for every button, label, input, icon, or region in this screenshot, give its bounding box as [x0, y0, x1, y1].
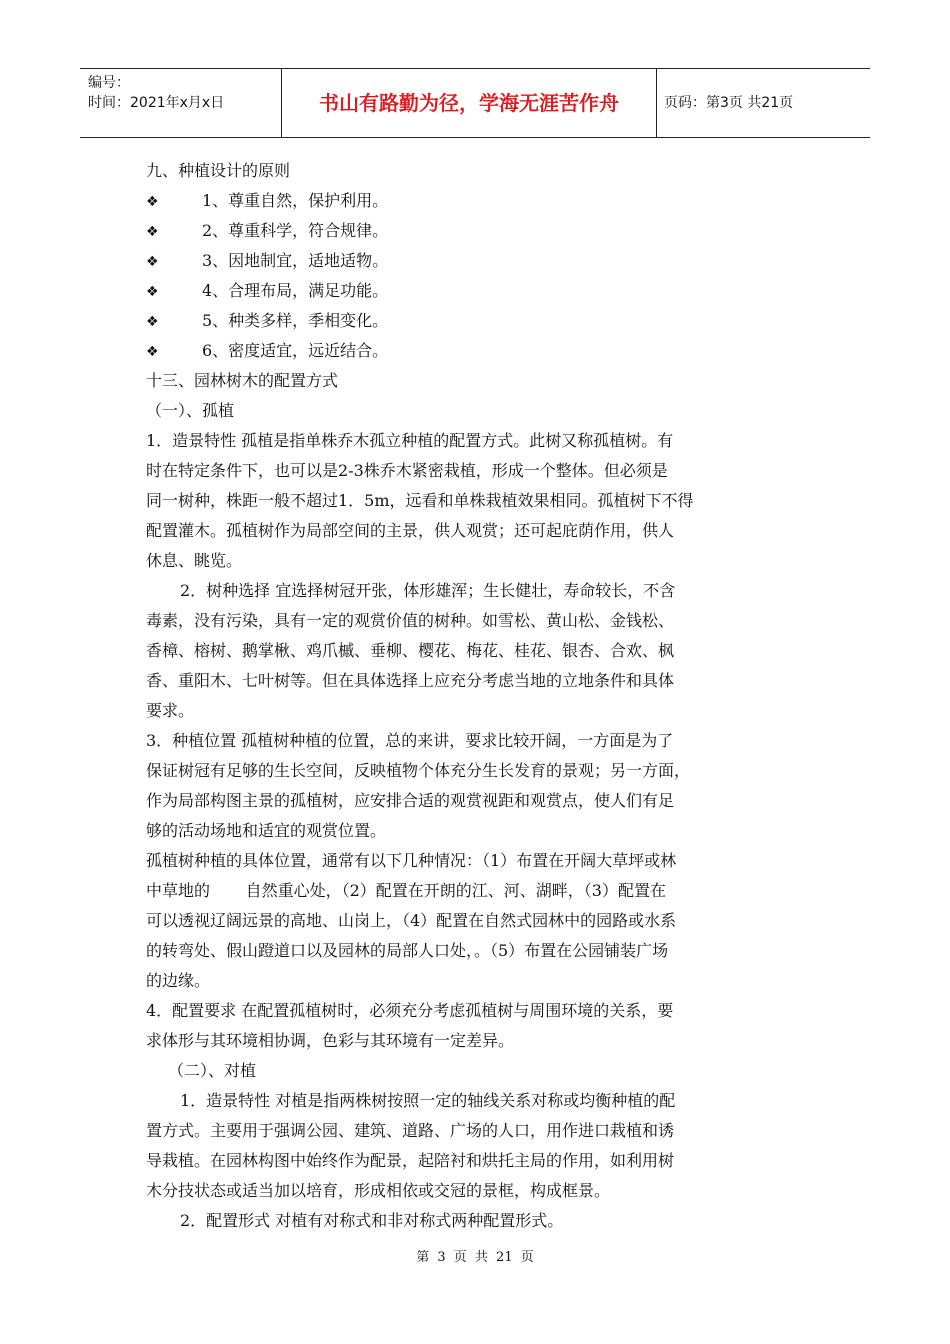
- text-line: 的边缘。: [146, 971, 211, 990]
- principle-item: ❖ 2、尊重科学，符合规律。: [146, 216, 806, 246]
- paragraph-landscape-feature: [146, 426, 806, 576]
- paragraph-paired-form: [146, 1206, 806, 1236]
- text-line: 可以透视辽阔远景的高地、山岗上，（4）配置在自然式园林中的园路或水系: [146, 911, 677, 930]
- principle-item: ❖ 1、尊重自然，保护利用。: [146, 186, 806, 216]
- diamond-bullet-icon: ❖: [146, 254, 159, 270]
- text-line: 求体形与其环境相协调，色彩与其环境有一定差异。: [146, 1031, 515, 1050]
- text-line: 1．造景特性 对植是指两株树按照一定的轴线关系对称或均衡种植的配: [180, 1091, 676, 1110]
- text-line: 够的活动场地和适宜的观赏位置。: [146, 821, 387, 840]
- diamond-bullet-icon: ❖: [146, 284, 159, 300]
- text-line: 的转弯处、假山蹬道口以及园林的局部人口处，。（5）布置在公园铺装广场: [146, 941, 669, 960]
- principle-item: ❖ 4、合理布局，满足功能。: [146, 276, 806, 306]
- text-line: 导栽植。在园林构图中始终作为配景，起陪衬和烘托主局的作用，如利用树: [146, 1151, 675, 1170]
- principle-item: ❖ 3、因地制宜，适地适物。: [146, 246, 806, 276]
- header-motto: 书山有路勤为径，学海无涯苦作舟: [281, 69, 657, 137]
- text-line: 置方式。主要用于强调公园、建筑、道路、广场的人口，用作进口栽植和诱: [146, 1121, 675, 1140]
- text-line: 2．树种选择 宜选择树冠开张，体形雄浑；生长健壮，寿命较长，不含: [180, 581, 676, 600]
- text-line: 作为局部构图主景的孤植树，应安排合适的观赏视距和观赏点，使人们有足: [146, 791, 675, 810]
- diamond-bullet-icon: ❖: [146, 314, 159, 330]
- doc-date-label: 时间：2021年x月x日: [88, 95, 225, 111]
- text-line: 配置灌木。孤植树作为局部空间的主景，供人观赏；还可起庇荫作用，供人: [146, 521, 675, 540]
- text-line: 2．配置形式 对植有对称式和非对称式两种配置形式。: [180, 1211, 564, 1230]
- paragraph-configuration-requirements: [146, 996, 806, 1056]
- header-meta: [80, 69, 281, 137]
- subsection-title-paired: （二）、对植: [168, 1061, 257, 1080]
- section-13-title: 十三、园林树木的配置方式: [146, 371, 339, 390]
- diamond-bullet-icon: ❖: [146, 344, 159, 360]
- text-line: 1．造景特性 孤植是指单株乔木孤立种植的配置方式。此树又称孤植树。有: [146, 431, 674, 450]
- page-header: [80, 68, 870, 138]
- text-line: 毒素，没有污染，具有一定的观赏价值的树种。如雪松、黄山松、金钱松、: [146, 611, 675, 630]
- paragraph-specific-positions: [146, 846, 806, 996]
- diamond-bullet-icon: ❖: [146, 194, 159, 210]
- text-line: 要求。: [146, 701, 195, 720]
- principle-item: ❖ 6、密度适宜，远近结合。: [146, 336, 806, 366]
- text-line: 中草地的 自然重心处，（2）配置在开朗的江、河、湖畔，（3）配置在: [146, 881, 666, 900]
- text-line: 保证树冠有足够的生长空间，反映植物个体充分生长发育的景观；另一方面，: [146, 761, 691, 780]
- text-line: 香樟、榕树、鹅掌楸、鸡爪槭、垂柳、樱花、梅花、桂花、银杏、合欢、枫: [146, 641, 675, 660]
- subsection-title-solitary: （一）、孤植: [146, 401, 235, 420]
- paragraph-paired-feature: [146, 1086, 806, 1206]
- header-page-info: 页码：第3页 共21页: [664, 95, 794, 111]
- document-body: [146, 156, 806, 1236]
- text-line: 3．种植位置 孤植树种植的位置，总的来讲，要求比较开阔，一方面是为了: [146, 731, 674, 750]
- section-9-title: 九、种植设计的原则: [146, 161, 291, 180]
- text-line: 休息、眺览。: [146, 551, 243, 570]
- text-line: 香、重阳木、七叶树等。但在具体选择上应充分考虑当地的立地条件和具体: [146, 671, 675, 690]
- diamond-bullet-icon: ❖: [146, 224, 159, 240]
- paragraph-species-selection: [146, 576, 806, 726]
- page-footer: 第 3 页 共 21 页: [416, 1250, 534, 1265]
- doc-code-label: 编号：: [88, 75, 130, 91]
- text-line: 时在特定条件下，也可以是2-3株乔木紧密栽植，形成一个整体。但必须是: [146, 461, 668, 480]
- principle-item: ❖ 5、种类多样，季相变化。: [146, 306, 806, 336]
- paragraph-planting-position: [146, 726, 806, 846]
- text-line: 木分技状态或适当加以培育，形成相依或交冠的景框，构成框景。: [146, 1181, 611, 1200]
- text-line: 孤植树种植的具体位置，通常有以下几种情况：（1）布置在开阔大草坪或林: [146, 851, 677, 870]
- text-line: 4．配置要求 在配置孤植树时，必须充分考虑孤植树与周围环境的关系，要: [146, 1001, 674, 1020]
- text-line: 同一树种，株距一般不超过1．5m，远看和单株栽植效果相同。孤植树下不得: [146, 491, 694, 510]
